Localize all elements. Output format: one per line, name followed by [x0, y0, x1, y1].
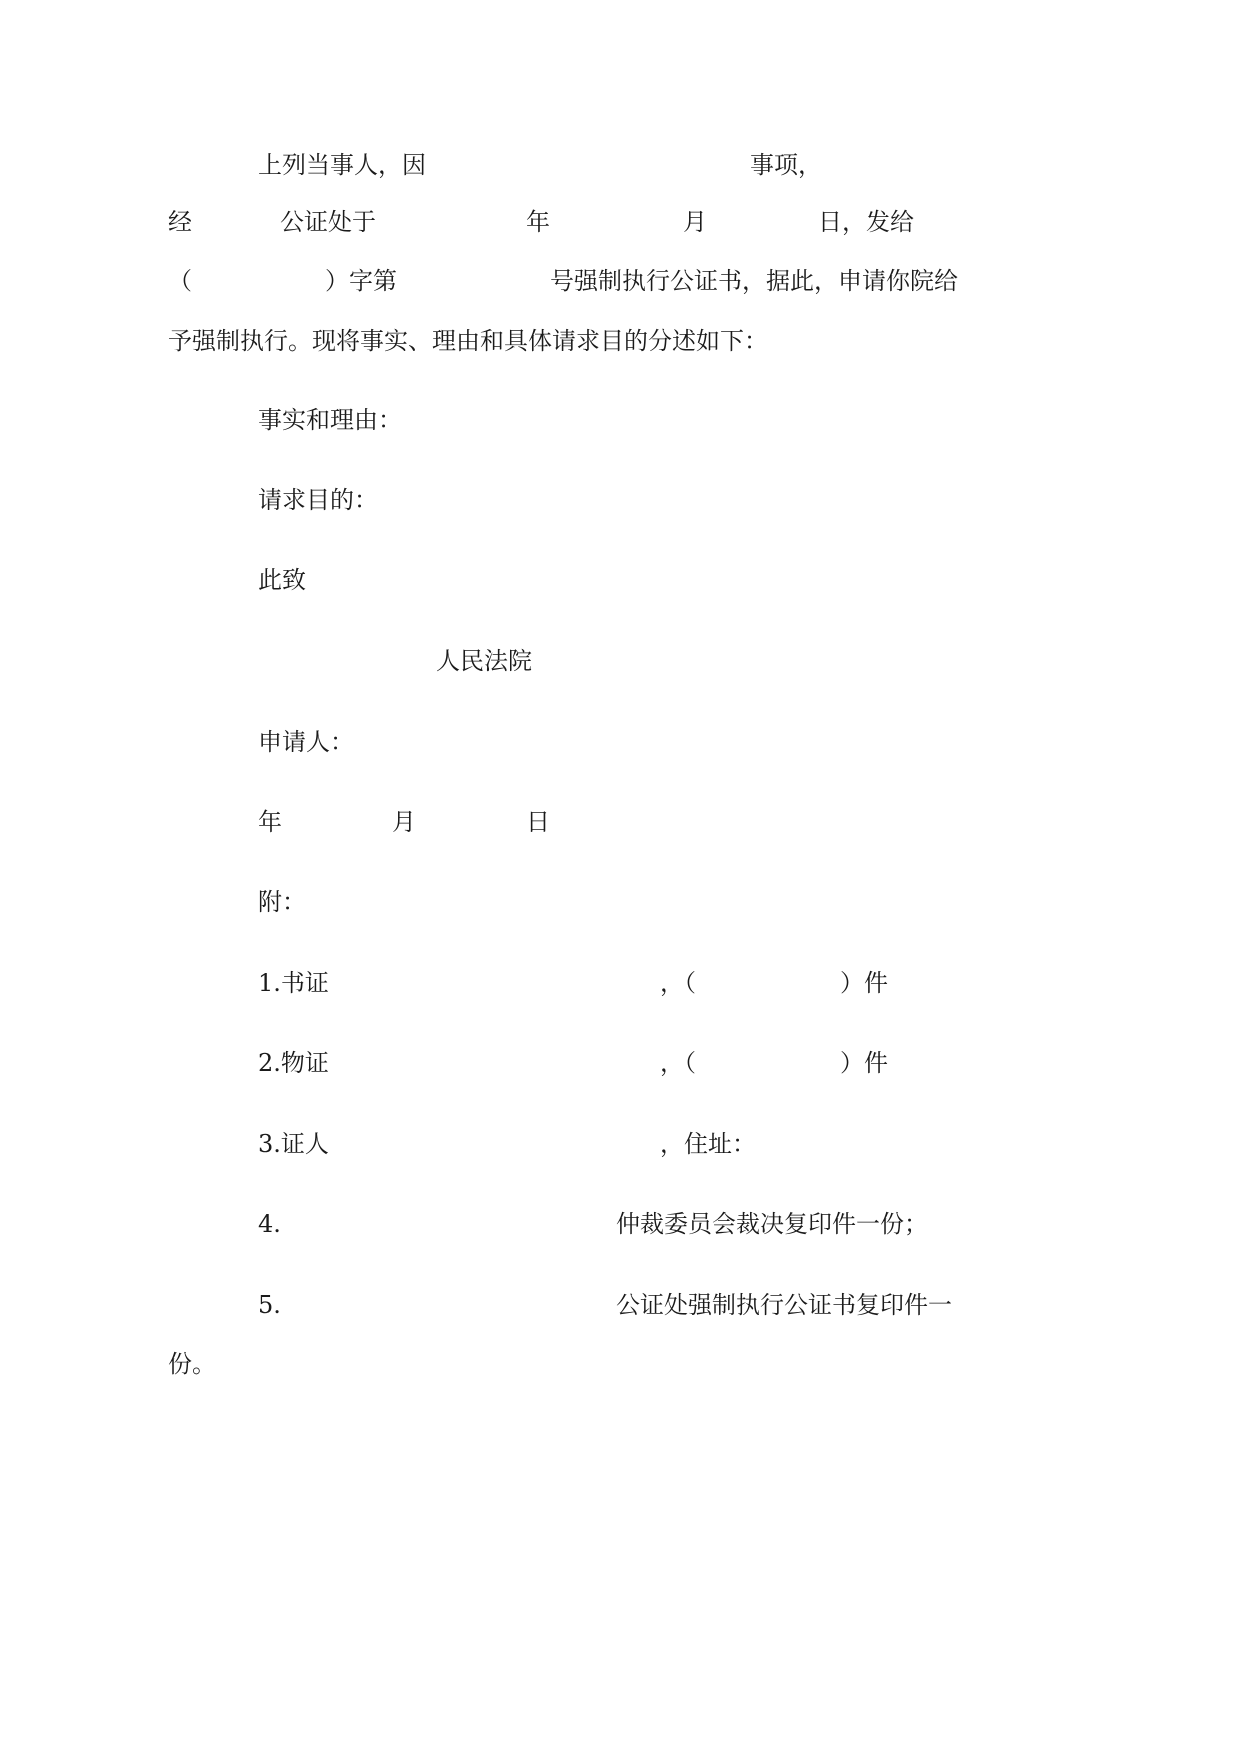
attachment-3-address: ，住址： [660, 1130, 756, 1158]
attachments-label: 附： [258, 888, 306, 916]
date-month: 月 [392, 808, 416, 836]
intro-line2-year: 年 [526, 208, 550, 236]
applicant-label: 申请人： [258, 728, 354, 756]
attachment-5-number: 5. [258, 1291, 281, 1319]
attachment-5-text: 公证处强制执行公证书复印件一 [616, 1291, 952, 1319]
court-name: 人民法院 [436, 647, 532, 675]
attachment-1-count-close: ）件 [840, 969, 888, 997]
attachment-1-label: 1.书证 [258, 969, 329, 997]
intro-line1-prefix: 上列当事人，因 [258, 151, 426, 179]
attachment-1-count-open: ，（ [660, 969, 696, 997]
intro-line3-paren-close: ）字第 [325, 267, 397, 295]
intro-line2-day-issue: 日，发给 [818, 208, 914, 236]
request-label: 请求目的： [258, 486, 378, 514]
date-year: 年 [258, 808, 282, 836]
intro-line3-rest: 号强制执行公证书，据此，申请你院给 [550, 267, 958, 295]
facts-label: 事实和理由： [258, 406, 402, 434]
intro-line2-jing: 经 [168, 208, 192, 236]
intro-line4: 予强制执行。现将事实、理由和具体请求目的分述如下： [168, 327, 768, 355]
intro-line2-notary: 公证处于 [280, 208, 376, 236]
attachment-3-label: 3.证人 [258, 1130, 329, 1158]
date-day: 日 [526, 808, 550, 836]
attachment-2-count-close: ）件 [840, 1049, 888, 1077]
intro-line3-paren-open: （ [168, 267, 192, 295]
attachment-2-label: 2.物证 [258, 1049, 329, 1077]
intro-line2-month: 月 [683, 208, 707, 236]
intro-line1-suffix: 事项， [750, 151, 822, 179]
salutation: 此致 [258, 566, 306, 594]
attachment-2-count-open: ，（ [660, 1049, 696, 1077]
attachment-4-number: 4. [258, 1210, 281, 1238]
attachment-5-continuation: 份。 [168, 1350, 216, 1378]
attachment-4-text: 仲裁委员会裁决复印件一份； [616, 1210, 928, 1238]
